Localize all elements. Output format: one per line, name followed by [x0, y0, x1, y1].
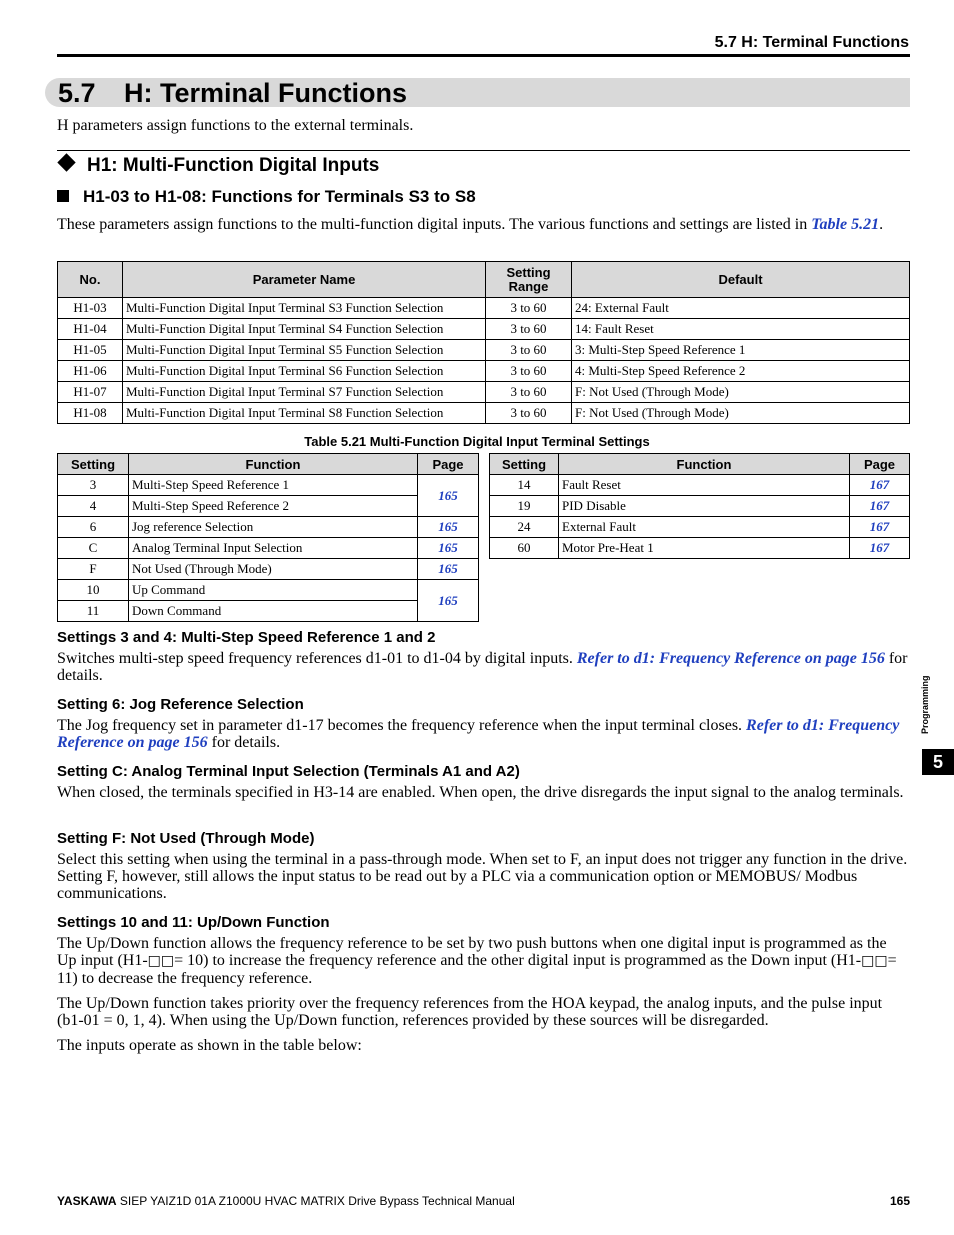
cell-default: 4: Multi-Step Speed Reference 2	[572, 361, 910, 382]
cell-name: Multi-Function Digital Input Terminal S4 Function Selection	[123, 319, 486, 340]
col-header-setting: Setting	[58, 454, 129, 475]
cell-function: Up Command	[129, 580, 418, 601]
table-row	[58, 340, 910, 361]
table-link[interactable]: Table 5.21	[811, 216, 880, 233]
section-title-text: H: Terminal Functions	[124, 78, 408, 108]
paragraph-text: The Up/Down function allows the frequency reference to be set by two push buttons when one digital input is programmed as the Up input (H1-	[57, 935, 887, 969]
col-header-setting: Setting	[490, 454, 559, 475]
cell-setting: 6	[58, 517, 129, 538]
table-row	[490, 538, 910, 559]
cell-setting: 3	[58, 475, 129, 496]
side-chapter-label: Programming	[920, 675, 930, 734]
cell-no: H1-03	[58, 298, 123, 319]
page-link[interactable]: 167	[850, 538, 910, 559]
h1-heading-text: H1: Multi-Function Digital Inputs	[87, 155, 380, 176]
cell-range: 3 to 60	[486, 361, 572, 382]
cell-function: Motor Pre-Heat 1	[559, 538, 850, 559]
box-placeholder-icon: □□	[861, 953, 888, 969]
table-row	[58, 580, 479, 601]
table-row	[490, 496, 910, 517]
cell-setting: 60	[490, 538, 559, 559]
setting-paragraph-10-11-b: The Up/Down function takes priority over the frequency references from the HOA keypad, the analog inputs, and the pulse input (b1-01 = 0, 1, 4). When using the Up/Down function, references provided by these sources will be disregarded.	[57, 995, 883, 1029]
cell-setting: 4	[58, 496, 129, 517]
box-placeholder-icon: □□	[147, 953, 175, 969]
setting-heading-f: Setting F: Not Used (Through Mode)	[57, 830, 315, 847]
h2-paragraph	[57, 216, 910, 233]
page-link[interactable]: 165	[418, 538, 479, 559]
footer-page-number: 165	[889, 1194, 910, 1208]
page-link[interactable]: 165	[418, 475, 479, 517]
reference-link[interactable]: Refer to d1: Frequency Reference on page 156	[576, 650, 885, 667]
diamond-bullet-icon	[57, 153, 75, 171]
h2-heading	[57, 187, 476, 207]
col-header-parameter-name: Parameter Name	[123, 262, 486, 298]
settings-table-left	[57, 453, 479, 622]
cell-default: 14: Fault Reset	[572, 319, 910, 340]
cell-function: Fault Reset	[559, 475, 850, 496]
table-row	[58, 403, 910, 424]
cell-function: Jog reference Selection	[129, 517, 418, 538]
h2-paragraph-text: These parameters assign functions to the multi-function digital inputs. The various functions and settings are listed in	[57, 216, 812, 233]
paragraph-end: for details.	[57, 650, 908, 684]
cell-range: 3 to 60	[486, 298, 572, 319]
col-header-page: Page	[418, 454, 479, 475]
header-rule	[57, 54, 910, 57]
cell-function: Multi-Step Speed Reference 1	[129, 475, 418, 496]
setting-heading-c: Setting C: Analog Terminal Input Selection (Terminals A1 and A2)	[57, 763, 520, 780]
setting-heading-6: Setting 6: Jog Reference Selection	[57, 696, 304, 713]
table-row	[58, 319, 910, 340]
col-header-setting-range: Setting Range	[486, 262, 572, 298]
paragraph-text: = 11) to decrease the frequency reference.	[57, 952, 897, 987]
cell-setting: 24	[490, 517, 559, 538]
parameter-table	[57, 261, 910, 424]
section-title	[58, 78, 407, 108]
setting-paragraph-10-11-a	[57, 935, 910, 987]
settings-table-right	[489, 453, 910, 559]
cell-range: 3 to 60	[486, 319, 572, 340]
table-caption: Table 5.21 Multi-Function Digital Input Terminal Settings	[304, 434, 650, 449]
chapter-tab: 5	[922, 749, 954, 775]
cell-no: H1-08	[58, 403, 123, 424]
cell-no: H1-07	[58, 382, 123, 403]
setting-paragraph-f: Select this setting when using the terminal in a pass-through mode. When set to F, an input does not trigger any function in the drive. Setting F, however, still allows the input status to be read out by a PLC via a communication option or MEMOBUS/ Modbus communications.	[57, 851, 908, 902]
footer-manual-title: SIEP YAIZ1D 01A Z1000U HVAC MATRIX Drive Bypass Technical Manual	[116, 1194, 515, 1208]
cell-default: 3: Multi-Step Speed Reference 1	[572, 340, 910, 361]
cell-name: Multi-Function Digital Input Terminal S3 Function Selection	[123, 298, 486, 319]
table-row	[58, 298, 910, 319]
cell-setting: 14	[490, 475, 559, 496]
col-header-default: Default	[572, 262, 910, 298]
setting-paragraph-3-4	[57, 650, 910, 684]
setting-paragraph-c: When closed, the terminals specified in H3-14 are enabled. When open, the drive disregards the input signal to the analog terminals.	[57, 784, 904, 801]
paragraph-text: = 10) to increase the frequency reference and the other digital input is programmed as the Down input (H1-	[174, 952, 862, 969]
cell-function: Analog Terminal Input Selection	[129, 538, 418, 559]
cell-no: H1-05	[58, 340, 123, 361]
table-row	[58, 538, 479, 559]
setting-paragraph-10-11-c: The inputs operate as shown in the table below:	[57, 1037, 362, 1054]
cell-no: H1-04	[58, 319, 123, 340]
cell-setting: 19	[490, 496, 559, 517]
paragraph-text: Switches multi-step speed frequency references d1-01 to d1-04 by digital inputs.	[57, 650, 577, 667]
page-link[interactable]: 165	[418, 580, 479, 622]
cell-function: Multi-Step Speed Reference 2	[129, 496, 418, 517]
page-link[interactable]: 165	[418, 559, 479, 580]
cell-function: PID Disable	[559, 496, 850, 517]
cell-setting: 10	[58, 580, 129, 601]
subsection-rule	[57, 150, 910, 151]
section-intro: H parameters assign functions to the external terminals.	[57, 117, 414, 134]
col-header-no: No.	[58, 262, 123, 298]
reference-link[interactable]: Refer to d1: Frequency Reference on page 156	[57, 717, 900, 751]
table-row	[58, 559, 479, 580]
table-row	[490, 517, 910, 538]
setting-heading-10-11: Settings 10 and 11: Up/Down Function	[57, 914, 330, 931]
table-row	[490, 475, 910, 496]
running-header: 5.7 H: Terminal Functions	[714, 34, 909, 51]
setting-paragraph-6	[57, 717, 910, 751]
table-row	[58, 517, 479, 538]
table-row	[58, 382, 910, 403]
h2-paragraph-end: .	[879, 216, 884, 233]
footer-brand: YASKAWA	[57, 1194, 117, 1208]
cell-name: Multi-Function Digital Input Terminal S6 Function Selection	[123, 361, 486, 382]
cell-function: External Fault	[559, 517, 850, 538]
paragraph-text: The Jog frequency set in parameter d1-17 becomes the frequency reference when the input terminal closes.	[57, 717, 747, 734]
cell-setting: C	[58, 538, 129, 559]
cell-setting: 11	[58, 601, 129, 622]
table-row	[58, 475, 479, 496]
cell-name: Multi-Function Digital Input Terminal S5 Function Selection	[123, 340, 486, 361]
h2-heading-text: H1-03 to H1-08: Functions for Terminals S3 to S8	[83, 187, 476, 206]
section-number: 5.7	[58, 78, 96, 108]
page-link[interactable]: 167	[850, 475, 910, 496]
cell-function: Down Command	[129, 601, 418, 622]
cell-setting: F	[58, 559, 129, 580]
col-header-function: Function	[129, 454, 418, 475]
page-link[interactable]: 167	[850, 496, 910, 517]
cell-name: Multi-Function Digital Input Terminal S8 Function Selection	[123, 403, 486, 424]
footer-manual	[57, 1194, 515, 1208]
cell-default: F: Not Used (Through Mode)	[572, 403, 910, 424]
page-link[interactable]: 165	[418, 517, 479, 538]
cell-no: H1-06	[58, 361, 123, 382]
setting-heading-3-4: Settings 3 and 4: Multi-Step Speed Reference 1 and 2	[57, 629, 436, 646]
table-row	[58, 601, 479, 622]
col-header-function: Function	[559, 454, 850, 475]
col-header-page: Page	[850, 454, 910, 475]
table-row	[58, 496, 479, 517]
cell-function: Not Used (Through Mode)	[129, 559, 418, 580]
cell-range: 3 to 60	[486, 382, 572, 403]
cell-default: F: Not Used (Through Mode)	[572, 382, 910, 403]
table-row	[58, 361, 910, 382]
page-link[interactable]: 167	[850, 517, 910, 538]
h1-heading	[57, 155, 379, 177]
cell-range: 3 to 60	[486, 340, 572, 361]
paragraph-end: for details.	[207, 734, 281, 751]
cell-name: Multi-Function Digital Input Terminal S7 Function Selection	[123, 382, 486, 403]
cell-range: 3 to 60	[486, 403, 572, 424]
cell-default: 24: External Fault	[572, 298, 910, 319]
square-bullet-icon	[57, 190, 69, 202]
